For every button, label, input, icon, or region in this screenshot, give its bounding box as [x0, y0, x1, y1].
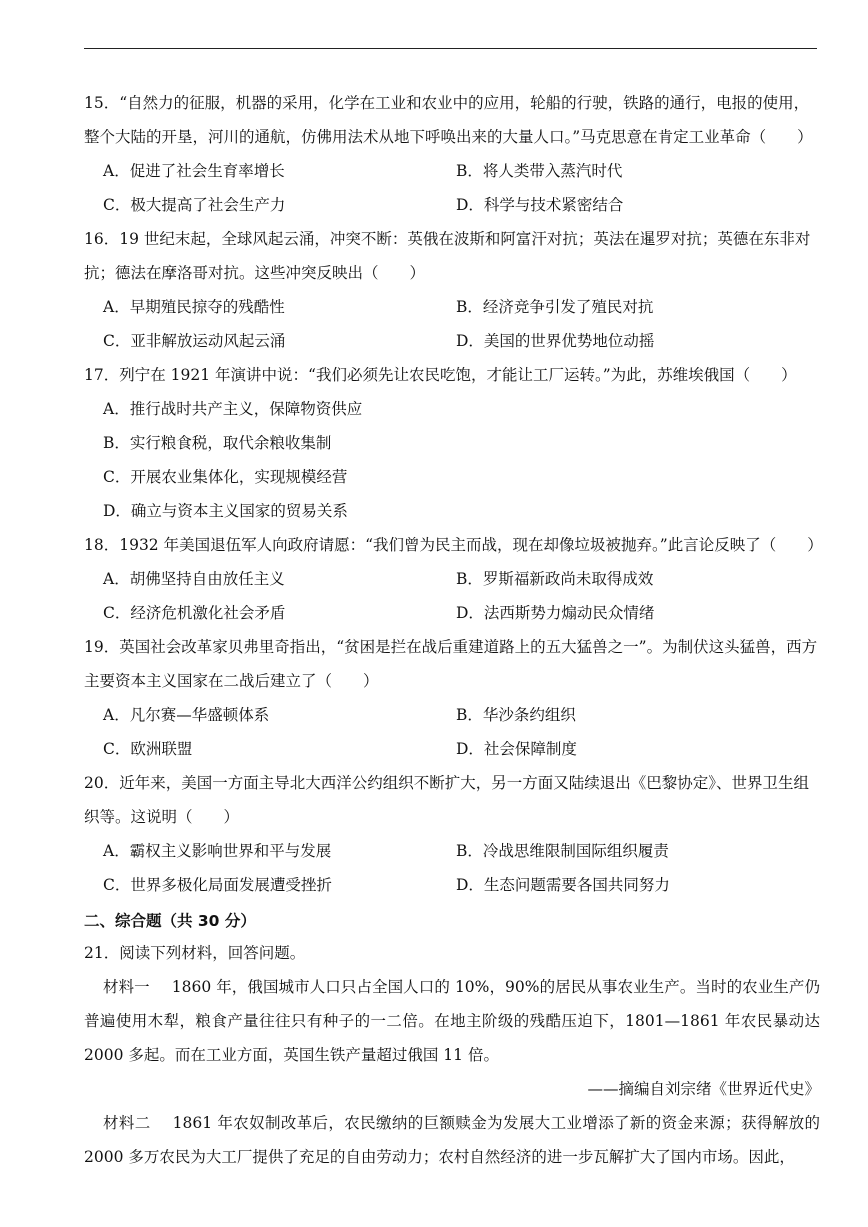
material-2: [84, 1106, 820, 1174]
option-a[interactable]: A．促进了社会生育率增长: [103, 162, 285, 180]
option-a[interactable]: A．胡佛坚持自由放任主义: [103, 570, 285, 588]
options: [84, 290, 820, 358]
material-2-text: 1861 年农奴制改革后，农民缴纳的巨额赎金为发展大工业增添了新的资金来源；获得解放的 2000 多万农民为大工厂提供了充足的自由劳动力；农村自然经济的进一步瓦解扩大了国内市场。因此，: [84, 1114, 820, 1166]
question-stem: 20．近年来，美国一方面主导北大西洋公约组织不断扩大，另一方面又陆续退出《巴黎协定》、世界卫生组织等。这说明（ ）: [84, 774, 809, 826]
option-d[interactable]: D．科学与技术紧密结合: [456, 196, 624, 214]
question-21-stem: 21．阅读下列材料，回答问题。: [84, 944, 306, 962]
option-d[interactable]: D．法西斯势力煽动民众情绪: [456, 604, 655, 622]
option-d[interactable]: D．生态问题需要各国共同努力: [456, 876, 670, 894]
material-1-text: 1860 年，俄国城市人口只占全国人口的 10%，90%的居民从事农业生产。当时的农业生产仍普遍使用木犁，粮食产量往往只有种子的一二倍。在地主阶级的残酷压迫下，1801—1861 年农民暴动达 2000 多起。而在工业方面，英国生铁产量超过俄国 11 倍。: [84, 978, 820, 1064]
exam-page: [84, 86, 823, 1174]
option-c[interactable]: C．开展农业集体化，实现规模经营: [103, 468, 348, 486]
options: [84, 698, 820, 766]
question-20: [84, 766, 820, 902]
option-c[interactable]: C．极大提高了社会生产力: [103, 196, 286, 214]
option-c[interactable]: C．经济危机激化社会矛盾: [103, 604, 286, 622]
option-b[interactable]: B．罗斯福新政尚未取得成效: [456, 570, 654, 588]
material-1-source: ——摘编自刘宗绪《世界近代史》: [587, 1080, 820, 1098]
question-stem: 16．19 世纪末起，全球风起云涌，冲突不断：英俄在波斯和阿富汗对抗；英法在暹罗对抗；英德在东非对抗；德法在摩洛哥对抗。这些冲突反映出（ ）: [84, 230, 811, 282]
option-b[interactable]: B．冷战思维限制国际组织履责: [456, 842, 669, 860]
question-15: [84, 86, 820, 222]
option-b[interactable]: B．实行粮食税，取代余粮收集制: [103, 434, 332, 452]
material-1: [84, 970, 820, 1072]
option-a[interactable]: A．霸权主义影响世界和平与发展: [103, 842, 332, 860]
option-d[interactable]: D．社会保障制度: [456, 740, 577, 758]
option-b[interactable]: B．经济竞争引发了殖民对抗: [456, 298, 654, 316]
option-b[interactable]: B．将人类带入蒸汽时代: [456, 162, 623, 180]
question-stem: 15．“自然力的征服，机器的采用，化学在工业和农业中的应用，轮船的行驶，铁路的通行，电报的使用，整个大陆的开垦，河川的通航，仿佛用法术从地下呼唤出来的大量人口。”马克思意在肯定工业革命（ ）: [84, 94, 813, 146]
material-2-label: 材料二: [103, 1114, 151, 1132]
question-16: [84, 222, 820, 358]
question-stem: 18．1932 年美国退伍军人向政府请愿：“我们曾为民主而战，现在却像垃圾被抛弃。”此言论反映了（ ）: [84, 536, 823, 554]
question-17: [84, 358, 820, 528]
question-stem: 17．列宁在 1921 年演讲中说：“我们必须先让农民吃饱，才能让工厂运转。”为此，苏维埃俄国（ ）: [84, 366, 797, 384]
option-a[interactable]: A．早期殖民掠夺的残酷性: [103, 298, 285, 316]
option-a[interactable]: A．凡尔赛—华盛顿体系: [103, 706, 270, 724]
option-d[interactable]: D．确立与资本主义国家的贸易关系: [103, 502, 348, 520]
options: [84, 392, 820, 528]
question-18: [84, 528, 823, 630]
options: [84, 154, 820, 222]
options: [84, 834, 820, 902]
option-d[interactable]: D．美国的世界优势地位动摇: [456, 332, 655, 350]
question-stem: 19．英国社会改革家贝弗里奇指出，“贫困是拦在战后重建道路上的五大猛兽之一”。为制伏这头猛兽，西方主要资本主义国家在二战后建立了（ ）: [84, 638, 818, 690]
option-c[interactable]: C．亚非解放运动风起云涌: [103, 332, 286, 350]
option-c[interactable]: C．世界多极化局面发展遭受挫折: [103, 876, 332, 894]
option-a[interactable]: A．推行战时共产主义，保障物资供应: [103, 400, 363, 418]
options: [84, 562, 820, 630]
header-rule: [84, 48, 817, 49]
material-1-label: 材料一: [103, 978, 150, 996]
section-title: 二、综合题（共 30 分）: [84, 912, 256, 930]
option-c[interactable]: C．欧洲联盟: [103, 740, 193, 758]
option-b[interactable]: B．华沙条约组织: [456, 706, 576, 724]
question-19: [84, 630, 820, 766]
